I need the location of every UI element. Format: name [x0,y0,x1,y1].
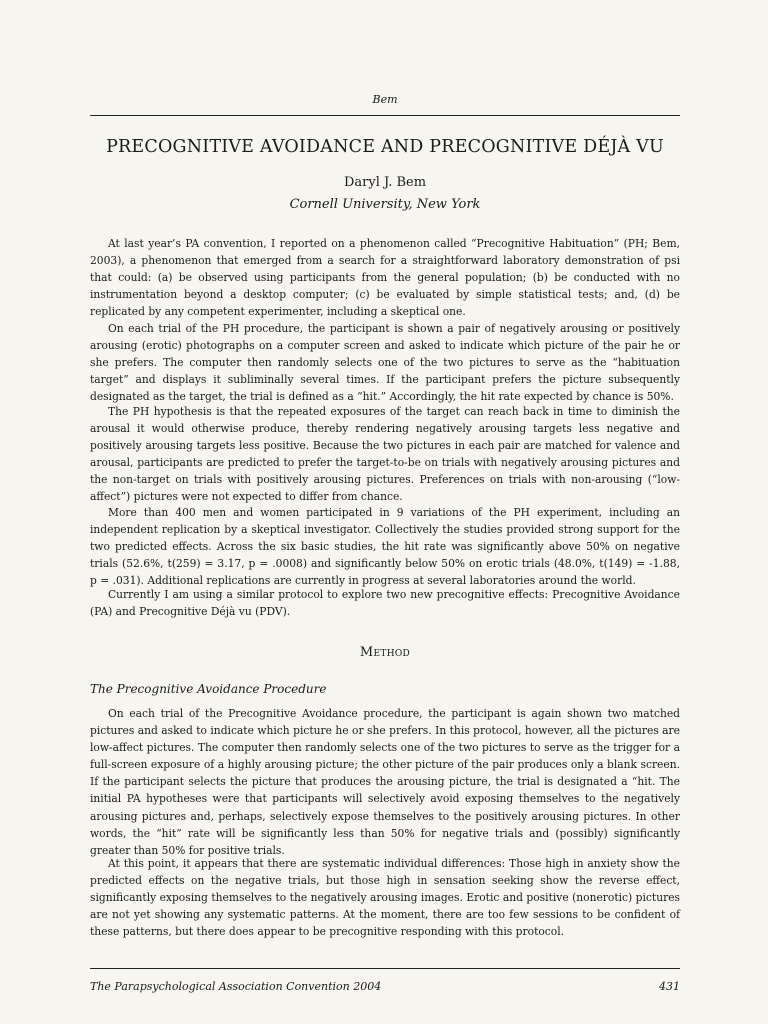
subsection-heading-pa-procedure: The Precognitive Avoidance Procedure [90,682,327,696]
paragraph-pa-findings: At this point, it appears that there are systematic individual differences: Those high in anxiety show the predicted effects on the negative trials, but those high in sensation seeking show the reverse effect, significantly exposing themselves to the negatively arousing images. Erotic and positive (nonerotic) pictures are not yet showing any systematic patterns. At the moment, there are too few sessions to be confident of these patterns, but there does appear to be precognitive responding with this protocol. [90,857,680,939]
footer-page-number: 431 [659,980,680,993]
footer-rule [90,968,680,969]
author-name: Daryl J. Bem [343,175,427,190]
section-heading-method: Method [359,645,411,660]
running-head: Bem [372,93,398,106]
footer-publication: The Parapsychological Association Convention 2004 [90,980,382,993]
article-title: PRECOGNITIVE AVOIDANCE AND PRECOGNITIVE DÉJÀ VU [106,137,664,157]
paragraph-current-work: Currently I am using a similar protocol to explore two new precognitive effects: Precognitive Avoidance (PA) and Precognitive Déjà vu (PDV). [90,588,680,619]
paragraph-ph-hypothesis: The PH hypothesis is that the repeated exposures of the target can reach back in time to diminish the arousal it would otherwise produce, thereby rendering negatively arousing targets less negative and positively arousing targets less positive. Because the two pictures in each pair are matched for valence and arousal, participants are predicted to prefer the target-to-be on trials with negatively arousing pictures and the non-target on trials with positively arousing pictures. Preferences on trials with non-arousing (“low-affect”) pictures were not expected to differ from chance. [90,405,680,504]
paragraph-intro: At last year’s PA convention, I reported on a phenomenon called “Precognitive Habituation” (PH; Bem, 2003), a phenomenon that emerged from a search for a straightforward laboratory demonstration of psi that could: (a) be observed using participants from the general population; (b) be conducted with no instrumentation beyond a desktop computer; (c) be evaluated by simple statistical tests; and, (d) be replicated by any competent experimenter, including a skeptical one. [90,237,680,319]
author-affiliation: Cornell University, New York [289,197,481,212]
paragraph-ph-procedure: On each trial of the PH procedure, the participant is shown a pair of negatively arousing or positively arousing (erotic) photographs on a computer screen and asked to indicate which picture of the pair he or she prefers. The computer then randomly selects one of the two pictures to serve as the “habituation target” and displays it subliminally several times. If the participant prefers the picture subsequently designated as the target, the trial is defined as a “hit.” Accordingly, the hit rate expected by chance is 50%. [90,322,680,404]
paragraph-pa-procedure: On each trial of the Precognitive Avoidance procedure, the participant is again shown two matched pictures and asked to indicate which picture he or she prefers. In this protocol, however, all the pictures are low-affect pictures. The computer then randomly selects one of the two pictures to serve as the trigger for a full-screen exposure of a highly arousing picture; the other picture of the pair produces only a blank screen. If the participant selects the picture that produces the arousing picture, the trial is designated a “hit. The initial PA hypotheses were that participants will selectively avoid exposing themselves to the negatively arousing pictures and, perhaps, selectively expose themselves to the positively arousing pictures. In other words, the “hit” rate will be significantly less than 50% for negative trials and (possibly) significantly greater than 50% for positive trials. [90,707,680,857]
paragraph-ph-results: More than 400 men and women participated in 9 variations of the PH experiment, including an independent replication by a skeptical investigator. Collectively the studies provided strong support for the two predicted effects. Across the six basic studies, the hit rate was significantly above 50% on negative trials (52.6%, t(259) = 3.17, p = .0008) and significantly below 50% on erotic trials (48.0%, t(149) = -1.88, p = .031). Additional replications are currently in progress at several laboratories around the world. [90,506,680,588]
header-rule [90,115,680,116]
